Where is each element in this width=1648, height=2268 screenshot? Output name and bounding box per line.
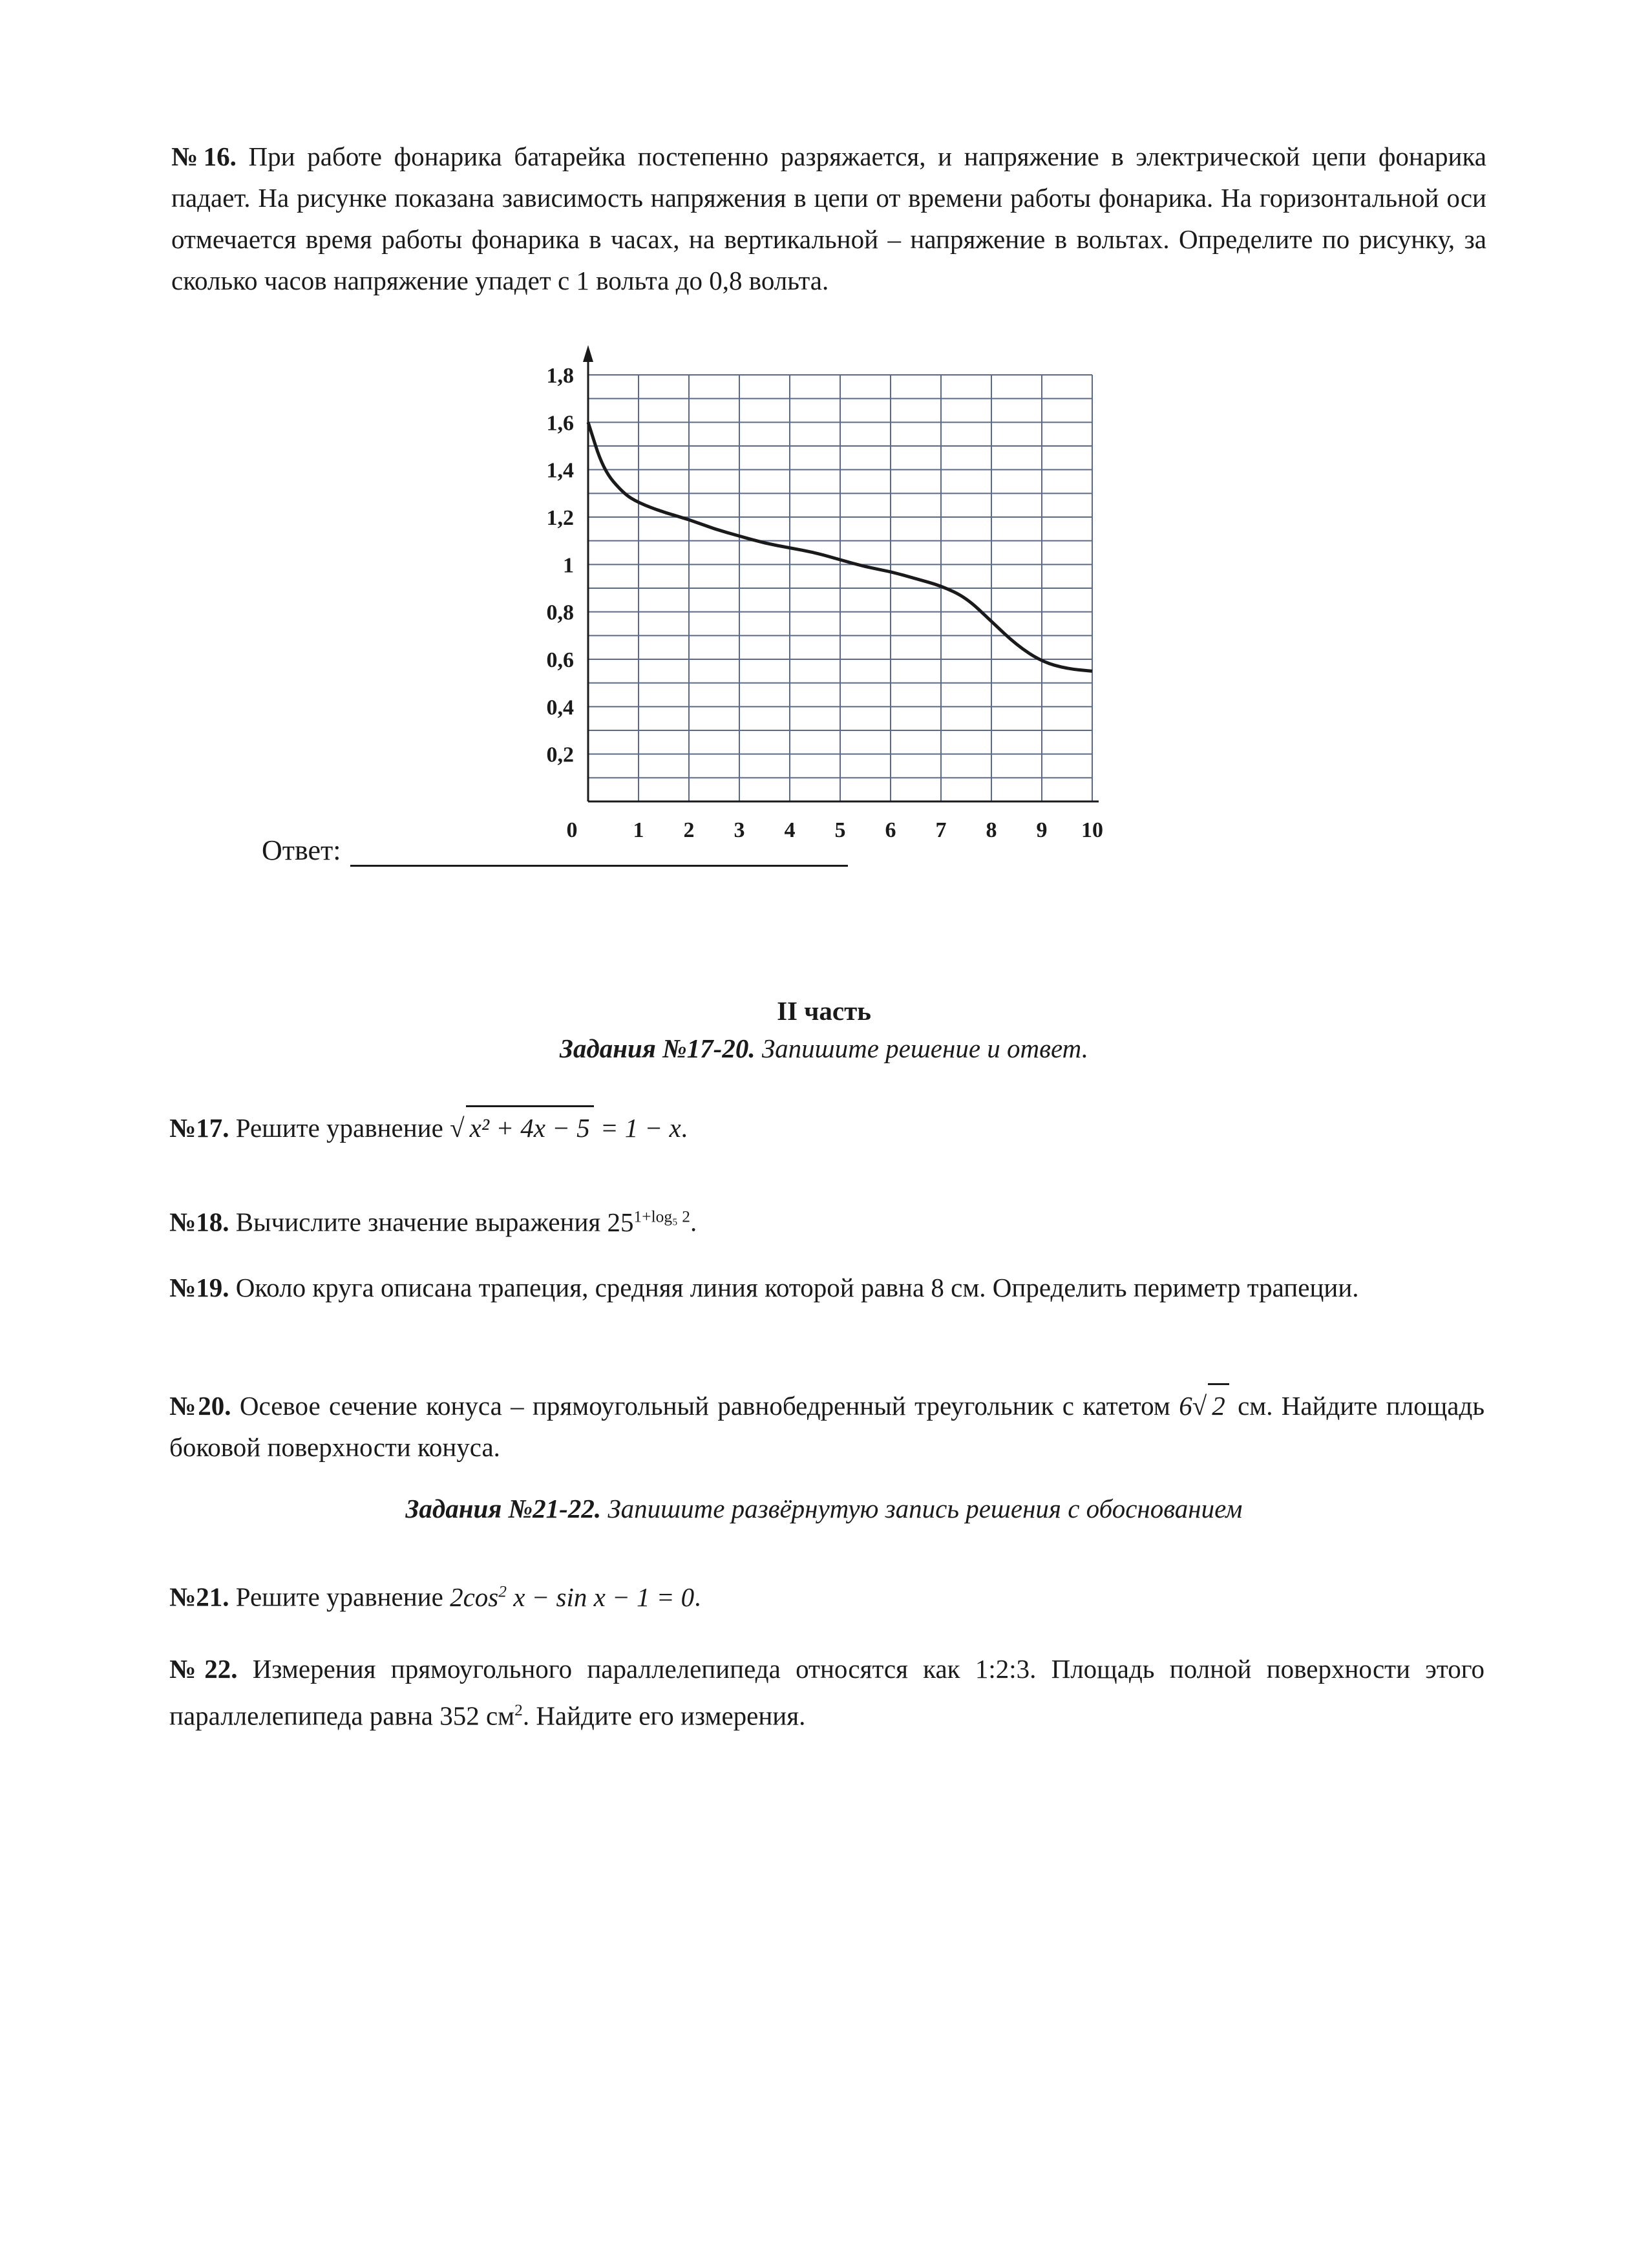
- task22-sup: 2: [514, 1701, 523, 1719]
- y-tick-label: 1,4: [546, 458, 574, 483]
- y-tick-label: 0,4: [546, 695, 574, 720]
- x-tick-label: 0: [566, 818, 578, 842]
- part2-subtitle-range: Задания №17-20.: [560, 1033, 755, 1063]
- task21-eq-b: x − sin x − 1 = 0: [513, 1582, 695, 1612]
- y-tick-label: 1: [563, 553, 574, 578]
- answer-blank[interactable]: [350, 839, 848, 867]
- task18-number: №18.: [169, 1207, 229, 1237]
- part2-subtitle: [0, 1033, 1648, 1064]
- y-axis-arrow: [583, 345, 593, 362]
- task22-text-a: Измерения прямоугольного параллелепипеда относятся как 1:2:3. Площадь полной поверхности этого параллелепипеда равна 352 см: [169, 1654, 1485, 1731]
- task21-eq-a: 2cos: [450, 1582, 499, 1612]
- task17: [169, 1105, 1484, 1149]
- task20-leg-length: 6√ 2: [1179, 1391, 1229, 1421]
- x-tick-label: 9: [1036, 818, 1048, 842]
- task21: [169, 1571, 1484, 1618]
- task21-text: Решите уравнение: [235, 1582, 443, 1612]
- x-tick-label: 3: [734, 818, 745, 842]
- x-tick-label: 6: [885, 818, 896, 842]
- x-tick-label: 5: [834, 818, 846, 842]
- task22: [169, 1648, 1484, 1737]
- answer-label: Ответ:: [262, 834, 341, 866]
- voltage-chart: [511, 343, 1131, 860]
- task17-period: .: [681, 1113, 688, 1143]
- task20-number: №20.: [169, 1391, 231, 1421]
- task19: [169, 1267, 1484, 1308]
- answer-line-block: [262, 834, 848, 867]
- task16-text: При работе фонарика батарейка постепенно разряжается, и напряжение в электрической цепи фонарика падает. На рисунке показана зависимость напряжения в цепи от времени работы фонарика. На горизонтальной оси отмечается время работы фонарика в часах, на вертикальной – напряжение в вольтах. Определите по рисунку, за сколько часов напряжение упадет с 1 вольта до 0,8 вольта.: [171, 142, 1486, 295]
- part2-subtitle-instruction: Запишите решение и ответ.: [761, 1033, 1088, 1063]
- task21-period: .: [694, 1582, 701, 1612]
- x-tick-label: 7: [935, 818, 947, 842]
- task20-text: Осевое сечение конуса – прямоугольный равнобедренный треугольник с катетом: [239, 1391, 1170, 1421]
- task18-period: .: [690, 1207, 697, 1237]
- task17-text: Решите уравнение: [235, 1113, 443, 1143]
- task22-text-b: . Найдите его измерения.: [522, 1701, 806, 1731]
- task21-equation: [450, 1582, 694, 1612]
- task19-number: №19.: [169, 1273, 229, 1302]
- part3-subtitle: [0, 1493, 1648, 1524]
- task21-number: №21.: [169, 1582, 229, 1612]
- task18-expression: [607, 1207, 690, 1237]
- task17-radicand: x² + 4x − 5: [466, 1105, 594, 1149]
- x-tick-label: 1: [633, 818, 644, 842]
- task19-text: Около круга описана трапеция, средняя линия которой равна 8 см. Определить периметр трапеции.: [235, 1273, 1359, 1302]
- task18-text: Вычислите значение выражения: [235, 1207, 601, 1237]
- task22-number: №22.: [169, 1654, 238, 1684]
- y-tick-label: 1,2: [546, 506, 574, 530]
- y-tick-label: 0,6: [546, 648, 574, 672]
- x-tick-label: 8: [986, 818, 997, 842]
- part3-subtitle-range: Задания №21-22.: [405, 1494, 602, 1523]
- task17-rhs: = 1 − x: [600, 1113, 681, 1143]
- part3-subtitle-instruction: Запишите развёрнутую запись решения с обоснованием: [607, 1494, 1243, 1523]
- x-tick-label: 2: [683, 818, 695, 842]
- task18-exponent: 1+log₅ 2: [633, 1207, 690, 1225]
- task20: [169, 1383, 1484, 1468]
- task18-base: 25: [607, 1207, 634, 1237]
- y-tick-label: 0,2: [546, 743, 574, 767]
- task20-radicand: 2: [1208, 1383, 1229, 1426]
- voltage-chart-svg: [511, 343, 1131, 860]
- task20-unit-text: см. Найдите площадь боковой поверхности конуса.: [169, 1391, 1485, 1462]
- y-tick-label: 1,6: [546, 411, 574, 436]
- part2-title: II часть: [777, 996, 871, 1026]
- y-tick-label: 0,8: [546, 600, 574, 625]
- x-tick-label: 4: [784, 818, 796, 842]
- task17-number: №17.: [169, 1113, 229, 1143]
- task16: [171, 136, 1486, 301]
- task20-coef: 6: [1179, 1391, 1192, 1421]
- task16-number: №16.: [171, 142, 237, 171]
- task21-eq-exp: 2: [498, 1582, 507, 1600]
- y-tick-label: 1,8: [546, 364, 574, 388]
- task17-equation: √ x² + 4x − 5 = 1 − x: [450, 1113, 681, 1143]
- task18: [169, 1196, 1484, 1243]
- x-tick-label: 10: [1081, 818, 1103, 842]
